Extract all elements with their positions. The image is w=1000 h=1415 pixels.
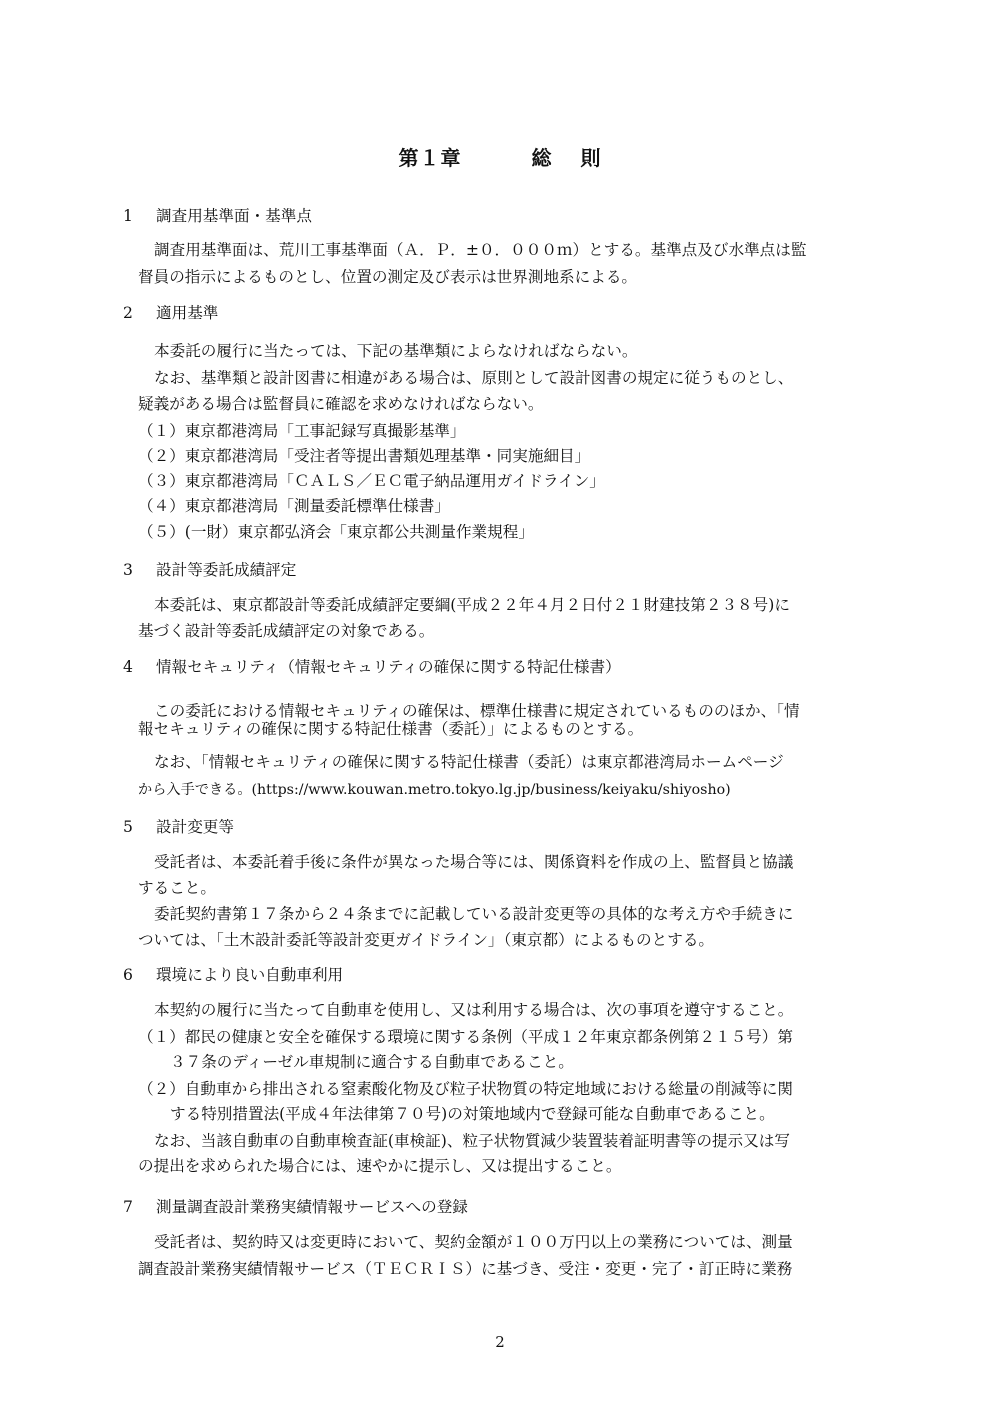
list-item: （１）東京都港湾局「工事記録写真撮影基準」	[138, 422, 466, 440]
list-item: （２）自動車から排出される窒素酸化物及び粒子状物質の特定地域における総量の削減等に関	[138, 1080, 793, 1098]
paragraph-line: なお、当該自動車の自動車検査証(車検証)、粒子状物質減少装置装着証明書等の提示又は写	[154, 1132, 790, 1150]
paragraph-line: すること。	[138, 879, 216, 897]
paragraph-line: なお、「情報セキュリティの確保に関する特記仕様書（委託）は東京都港湾局ホームページ	[154, 753, 784, 771]
paragraph-line: 本契約の履行に当たって自動車を使用し、又は利用する場合は、次の事項を遵守すること。	[154, 1001, 794, 1019]
section-heading: 5 設計変更等	[123, 818, 234, 836]
page-number: 2	[495, 1333, 505, 1351]
paragraph-line: の提出を求められた場合には、速やかに提示し、又は提出すること。	[138, 1157, 622, 1175]
paragraph-line: 受託者は、本委託着手後に条件が異なった場合等には、関係資料を作成の上、監督員と協議	[154, 853, 794, 871]
paragraph-line: なお、基準類と設計図書に相違がある場合は、原則として設計図書の規定に従うものとし、	[154, 369, 794, 387]
section-heading: 6 環境により良い自動車利用	[123, 966, 344, 984]
chapter-number: 第１章	[398, 146, 462, 170]
paragraph-line: 調査用基準面は、荒川工事基準面（Ａ．Ｐ．±０．０００ｍ）とする。基準点及び水準点は監	[154, 241, 807, 259]
chapter-name-1: 総	[531, 146, 553, 170]
list-item: （５）(一財）東京都弘済会「東京都公共測量作業規程」	[138, 523, 534, 541]
list-item-continuation: ３７条のディーゼル車規制に適合する自動車であること。	[170, 1053, 574, 1071]
chapter-title	[0, 142, 1000, 171]
list-item: （４）東京都港湾局「測量委託標準仕様書」	[138, 497, 450, 515]
paragraph-line: 基づく設計等委託成績評定の対象である。	[138, 622, 435, 640]
paragraph-line: 調査設計業務実績情報サービス（ＴＥＣＲＩＳ）に基づき、受注・変更・完了・訂正時に業務	[138, 1260, 793, 1278]
section-heading: 4 情報セキュリティ（情報セキュリティの確保に関する特記仕様書）	[123, 658, 621, 676]
section-heading: 1 調査用基準面・基準点	[123, 207, 312, 225]
paragraph-line: 委託契約書第１７条から２４条までに記載している設計変更等の具体的な考え方や手続きに	[154, 905, 794, 923]
paragraph-line: この委託における情報セキュリティの確保は、標準仕様書に規定されているもののほか、「情	[154, 702, 800, 720]
paragraph-line: 本委託は、東京都設計等委託成績評定要綱(平成２２年４月２日付２１財建技第２３８号)に	[154, 596, 790, 614]
section-heading: 2 適用基準	[123, 304, 219, 322]
paragraph-line: ついては、「土木設計委託等設計変更ガイドライン」（東京都）によるものとする。	[138, 931, 715, 949]
paragraph-line: 督員の指示によるものとし、位置の測定及び表示は世界測地系による。	[138, 268, 638, 286]
list-item: （１）都民の健康と安全を確保する環境に関する条例（平成１２年東京都条例第２１５号）第	[138, 1028, 793, 1046]
list-item: （２）東京都港湾局「受注者等提出書類処理基準・同実施細目」	[138, 447, 591, 465]
list-item-continuation: する特別措置法(平成４年法律第７０号)の対策地域内で登録可能な自動車であること。	[170, 1105, 775, 1123]
section-heading: 3 設計等委託成績評定	[123, 561, 297, 579]
section-heading: 7 測量調査設計業務実績情報サービスへの登録	[123, 1198, 468, 1216]
list-item: （３）東京都港湾局「ＣＡＬＳ／ＥＣ電子納品運用ガイドライン」	[138, 472, 605, 490]
paragraph-line: 本委託の履行に当たっては、下記の基準類によらなければならない。	[154, 342, 638, 360]
chapter-name-2: 則	[580, 146, 602, 170]
paragraph-line: 報セキュリティの確保に関する特記仕様書（委託）」によるものとする。	[138, 720, 644, 738]
paragraph-line: から入手できる。(https://www.kouwan.metro.tokyo.lg.jp/business/keiyaku/shiyosho)	[138, 782, 731, 798]
paragraph-line: 疑義がある場合は監督員に確認を求めなければならない。	[138, 395, 544, 413]
paragraph-line: 受託者は、契約時又は変更時において、契約金額が１００万円以上の業務については、測量	[154, 1233, 793, 1251]
